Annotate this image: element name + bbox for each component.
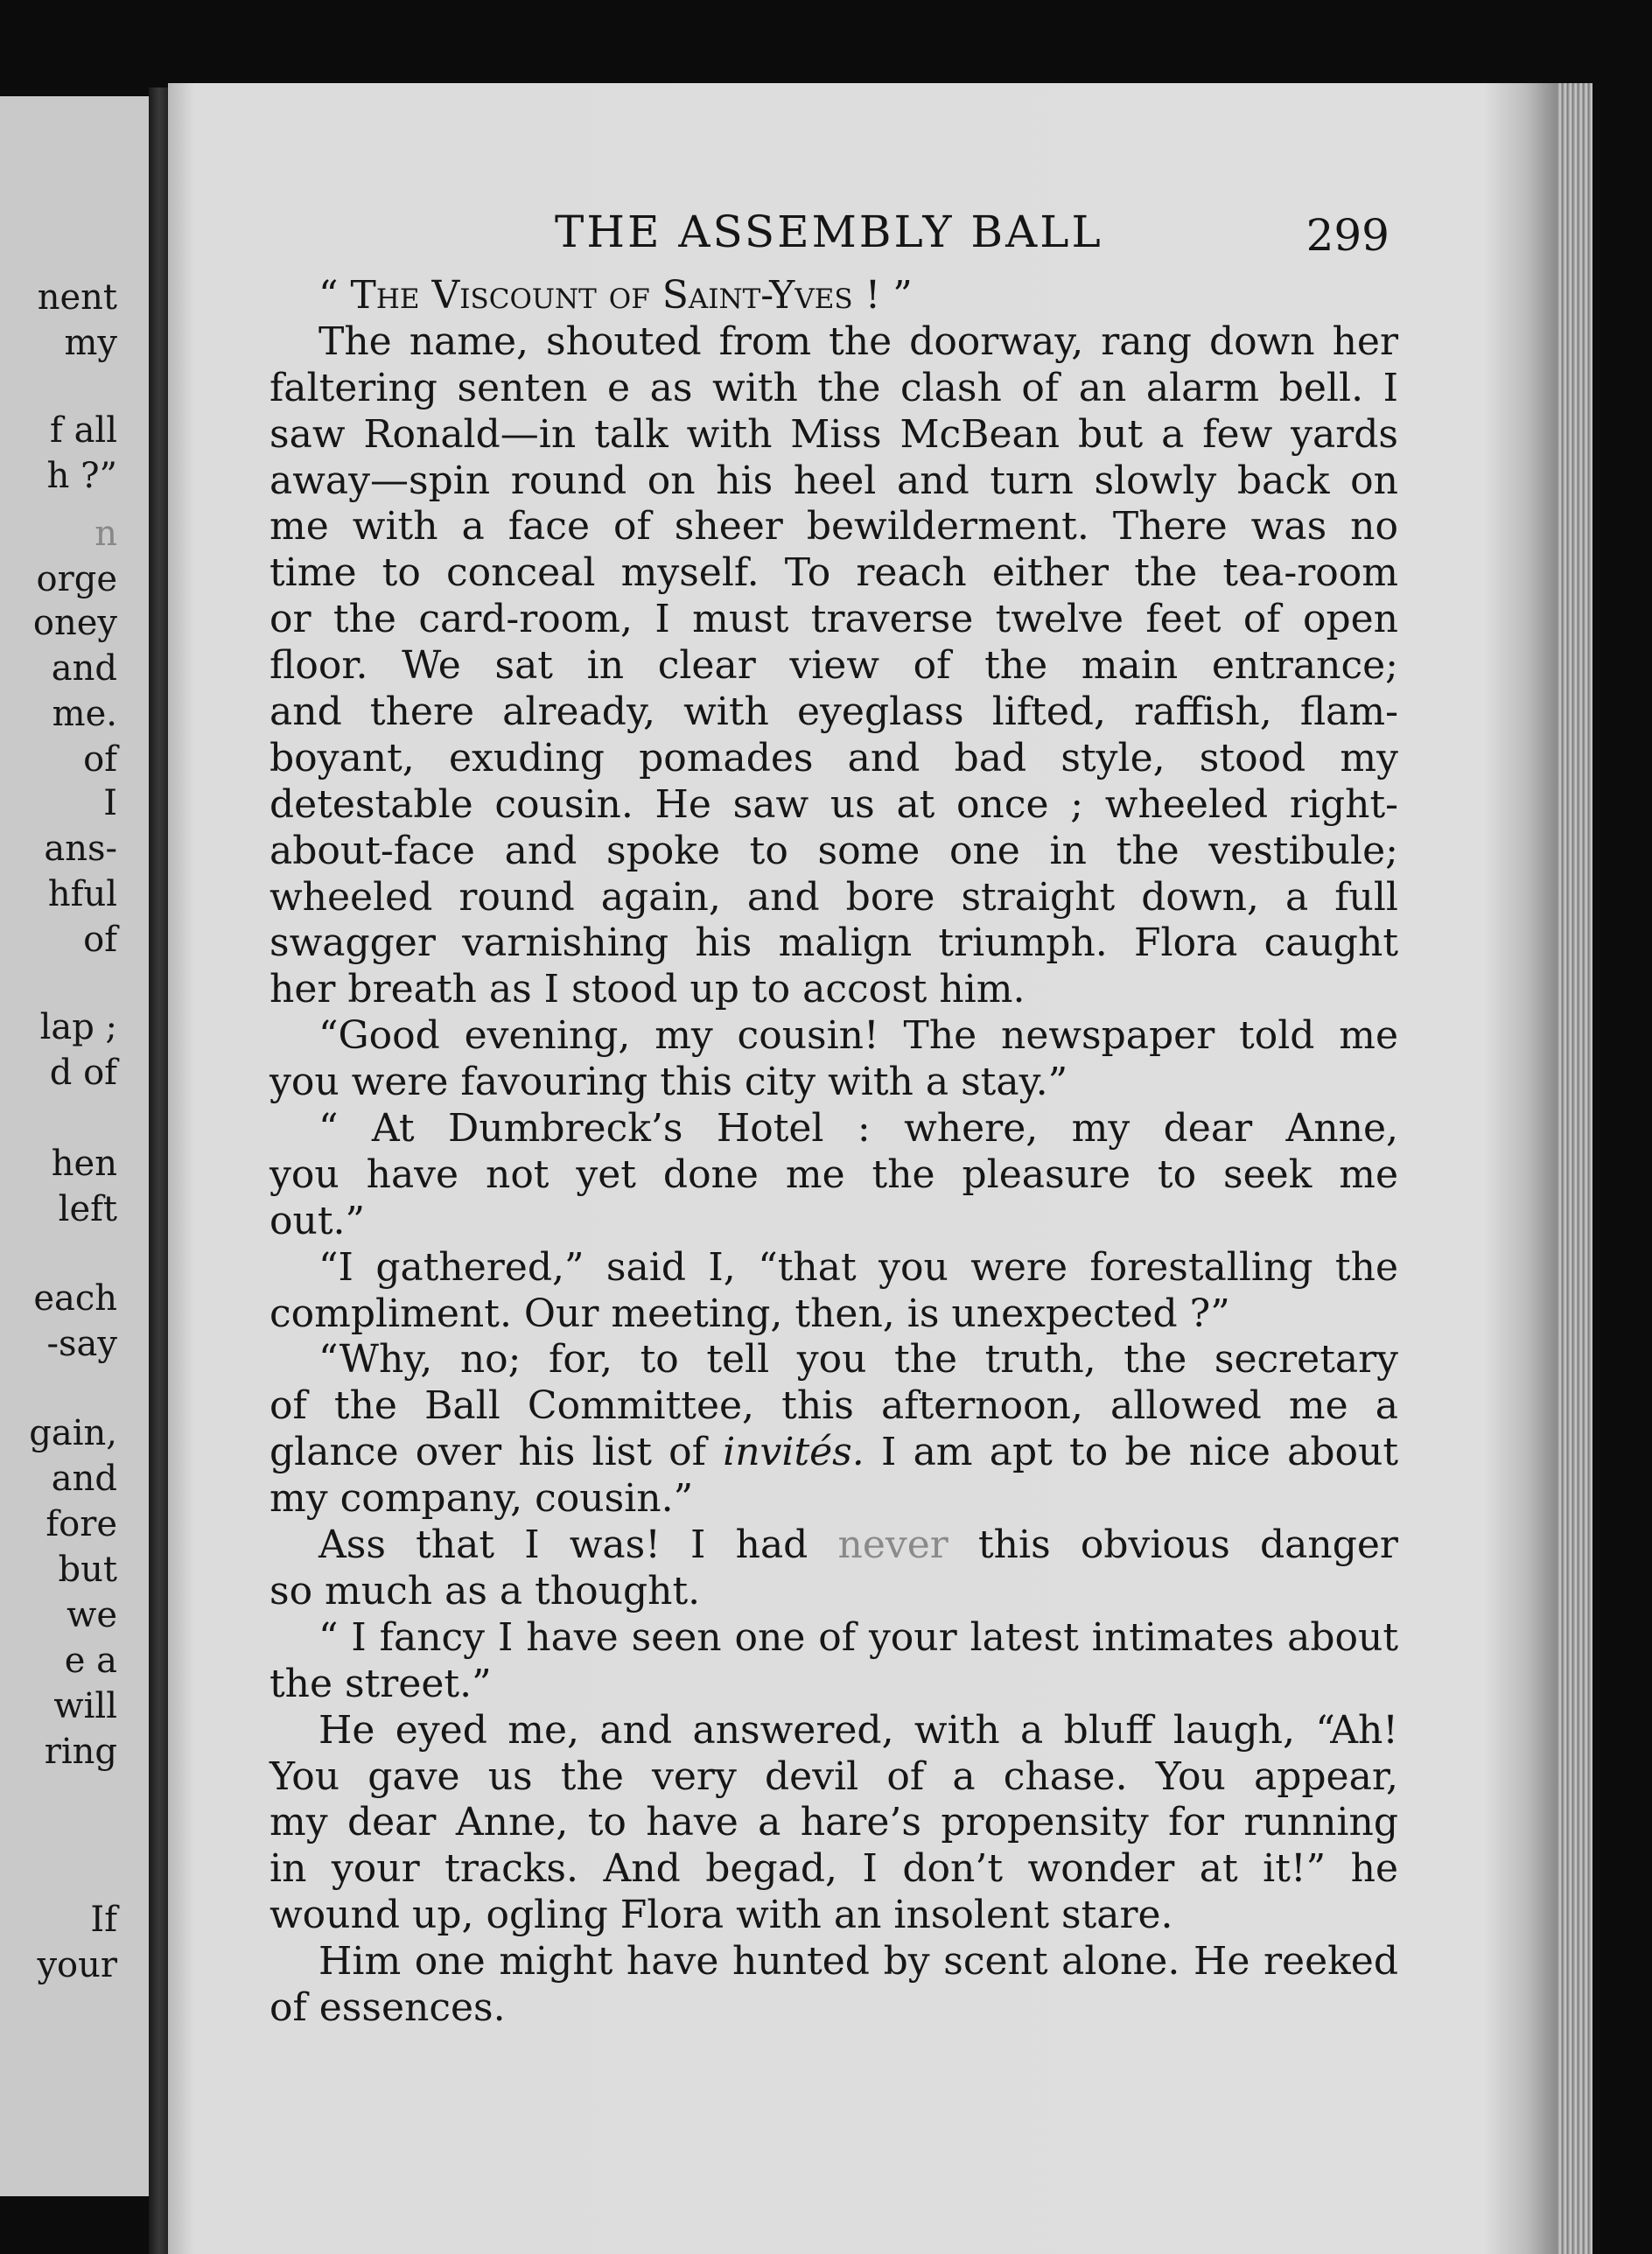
text-line: compliment. Our meeting, then, is unexpected ?” [270,1291,1230,1336]
left-page-text: ans- [44,829,117,869]
left-page-text: n [94,514,117,554]
text-line: He eyed me, and answered, with a bluff laugh, “Ah! [318,1707,1398,1753]
running-head: THE ASSEMBLY BALL [555,206,1103,257]
text-span: Ass that I was! I had [318,1522,808,1568]
text-line: “Good evening, my cousin! The newspaper told me [318,1013,1398,1059]
text-span: this obvious danger [978,1522,1398,1568]
text-line: in your tracks. And begad, I don’t wonder at it!” he [270,1846,1398,1892]
text-line: “Why, no; for, to tell you the truth, the secretary [318,1337,1398,1382]
left-page-text: we [66,1595,117,1635]
text-line: “ The Viscount of Saint-Yves ! ” [318,273,913,318]
faint-word: never [837,1522,948,1568]
text-line: you were favouring this city with a stay.” [270,1060,1068,1105]
text-line: of essences. [270,1984,506,2030]
text-line: You gave us the very devil of a chase. You appear, [270,1754,1398,1799]
text-line: boyant, exuding pomades and bad style, stood my [270,735,1398,780]
left-page-text: -say [46,1324,117,1364]
text-line: The name, shouted from the doorway, rang down her [318,318,1398,364]
text-line: my dear Anne, to have a hare’s propensity for running [270,1800,1398,1845]
left-page-text: of [83,920,117,960]
left-page-text: nent [37,277,117,318]
left-page-text: but [58,1550,117,1590]
text-line: saw Ronald—in talk with Miss McBean but a few yards [270,411,1398,457]
left-page-text: and [51,1459,117,1499]
left-page-text: If [90,1900,117,1940]
text-span: I am apt to be nice about [880,1430,1399,1475]
left-page-text: my [64,323,117,363]
page-edge [1558,83,1592,2254]
left-page-fragment [0,96,149,2196]
left-page-text: will [53,1686,117,1726]
text-line: the street.” [270,1661,492,1706]
text-line: or the card-room, I must traverse twelve feet of open [270,597,1398,642]
left-page-text: me. [52,694,117,734]
text-line: “ I fancy I have seen one of your latest intimates about [318,1614,1398,1660]
italic-word: invités. [723,1430,864,1475]
left-page-text: fore [46,1504,117,1544]
left-page-text: and [51,648,117,689]
text-line: so much as a thought. [270,1568,701,1614]
left-page-text: hen [51,1144,117,1184]
left-page-text: oney [32,603,117,643]
page-header [270,203,1390,264]
text-span: glance over his list of [270,1430,706,1475]
body-text [270,273,1398,2032]
page-number: 299 [1306,210,1390,261]
text-line: my company, cousin.” [270,1476,694,1522]
left-page-text: your [37,1945,117,1985]
text-line: floor. We sat in clear view of the main entrance; [270,643,1398,689]
text-line: wound up, ogling Flora with an insolent stare. [270,1893,1173,1938]
left-page-text: I [103,783,117,823]
left-page-text: hful [47,874,117,914]
text-line: wheeled round again, and bore straight down, a full [270,874,1398,920]
text-line: out.” [270,1198,365,1243]
left-page-text: f all [50,410,117,451]
text-line: “I gathered,” said I, “that you were forestalling the [318,1244,1398,1290]
left-page-text: orge [36,559,117,599]
left-page-text: ring [44,1732,117,1772]
text-line: about-face and spoke to some one in the vestibule; [270,828,1398,873]
text-line [270,1430,1398,1476]
text-line: her breath as I stood up to accost him. [270,967,1026,1012]
left-page-text: d of [49,1053,117,1093]
left-page-text: of [83,739,117,780]
text-line: away—spin round on his heel and turn slowly back on [270,458,1398,503]
text-line: Him one might have hunted by scent alone. He reeked [318,1939,1398,1984]
text-line: swagger varnishing his malign triumph. Flora caught [270,920,1398,966]
text-line: and there already, with eyeglass lifted, raffish, flam- [270,690,1398,735]
text-line: time to conceal myself. To reach either the tea-room [270,550,1398,596]
text-line [270,1522,1398,1569]
left-page-text: h ?” [46,456,117,496]
left-page-text: e a [64,1641,117,1681]
text-line: faltering senten e as with the clash of an alarm bell. I [270,365,1398,410]
text-line: detestable cousin. He saw us at once ; wheeled right- [270,781,1398,827]
left-page-text: each [33,1278,117,1319]
text-line: of the Ball Committee, this afternoon, allowed me a [270,1383,1398,1429]
text-line: “ At Dumbreck’s Hotel : where, my dear Anne, [318,1106,1398,1152]
left-page-text: left [58,1189,117,1229]
left-page-text: lap ; [39,1007,117,1047]
text-line: you have not yet done me the pleasure to seek me [270,1152,1398,1197]
text-line: me with a face of sheer bewilderment. There was no [270,504,1398,550]
left-page-text: gain, [29,1413,117,1453]
